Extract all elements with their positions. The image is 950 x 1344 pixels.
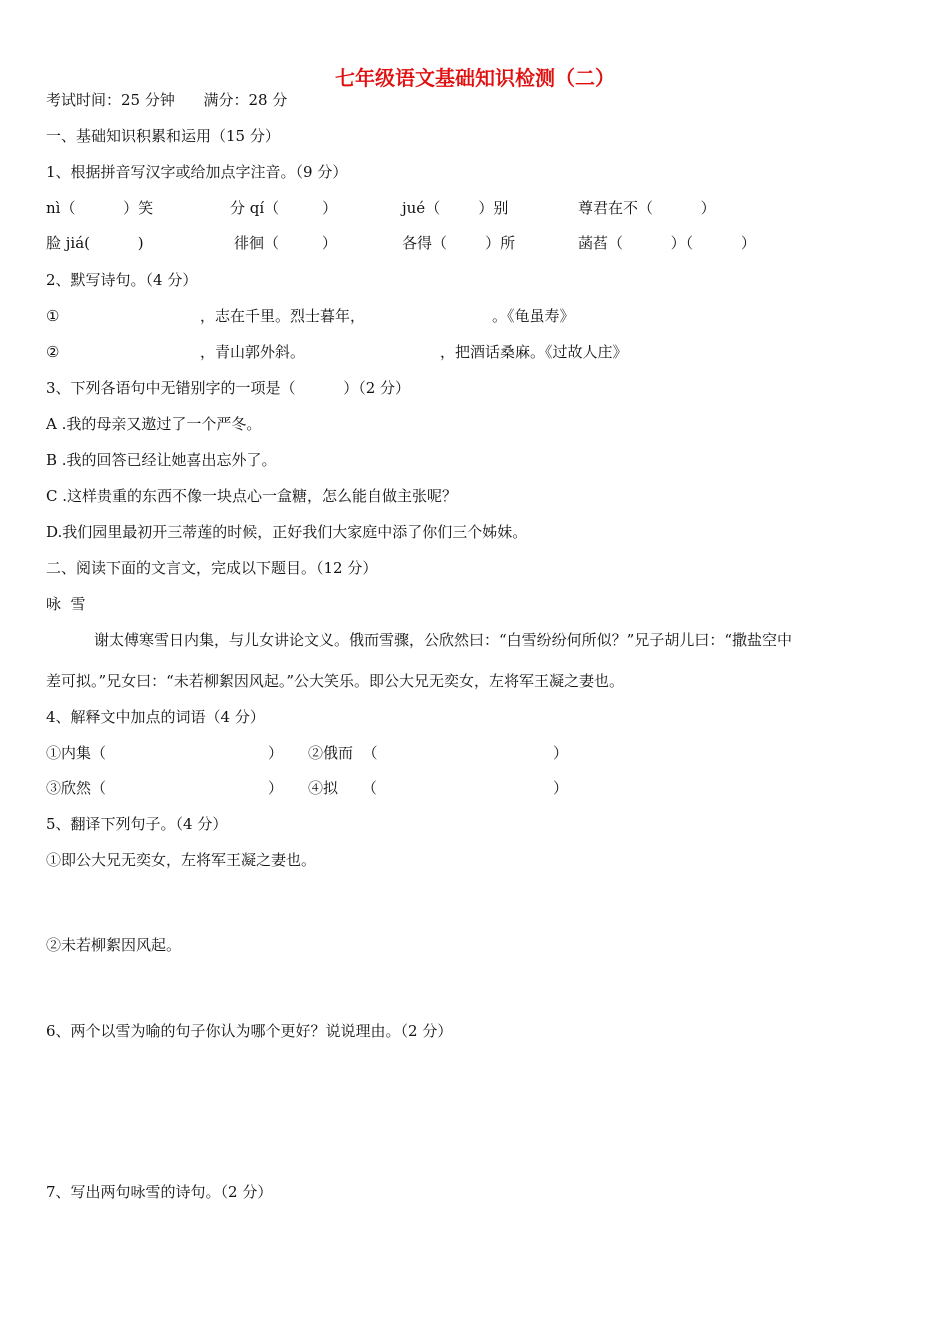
q2-line1-mid: ，志在千里。烈士暮年，	[200, 307, 366, 325]
q5-sentence-2: ②未若柳絮因风起。	[46, 936, 182, 954]
q1-prompt: 1、根据拼音写汉字或给加点字注音。（9 分）	[46, 163, 348, 181]
q4-item-close: ）	[553, 744, 569, 762]
q1-item: 尊君在不（ ）	[578, 199, 716, 217]
q3-prompt: 3、下列各语句中无错别字的一项是（ ）（2 分）	[46, 379, 411, 397]
q4-prompt: 4、解释文中加点的词语（4 分）	[46, 708, 265, 726]
q4-item-close: ）	[268, 779, 284, 797]
section1-heading: 一、基础知识积累和运用（15 分）	[46, 127, 280, 145]
page-title: 七年级语文基础知识检测（二）	[335, 66, 615, 90]
q1-item: 各得（ ）所	[402, 234, 516, 252]
q5-sentence-1: ①即公大兄无奕女，左将军王凝之妻也。	[46, 851, 317, 869]
q1-item: 菡萏（ ）（ ）	[578, 234, 756, 252]
q1-item: 徘徊（ ）	[234, 234, 337, 252]
q2-line1-end: 。《龟虽寿》	[492, 307, 575, 325]
passage-line: 谢太傅寒雪日内集，与儿女讲论文义。俄而雪骤，公欣然曰：“白雪纷纷何所似？”兄子胡儿曰：“撒盐空中	[94, 631, 793, 649]
q7-prompt: 7、写出两句咏雪的诗句。（2 分）	[46, 1183, 273, 1201]
exam-info: 考试时间：25 分钟 满分：28 分	[46, 91, 288, 109]
q4-item-label: ①内集（	[46, 744, 107, 762]
q1-item: 脸 jiá( )	[46, 234, 144, 252]
q4-item-label: ②俄而 （	[308, 744, 378, 762]
q2-prompt: 2、默写诗句。（4 分）	[46, 271, 198, 289]
q3-option-a: A .我的母亲又遨过了一个严冬。	[46, 415, 262, 433]
q4-item-label: ③欣然（	[46, 779, 107, 797]
q1-item: nì（ ）笑	[46, 199, 154, 217]
q3-option-c: C .这样贵重的东西不像一块点心一盒糖，怎么能自做主张呢？	[46, 487, 458, 505]
q2-line1-num: ①	[46, 307, 60, 325]
passage-title: 咏 雪	[46, 595, 86, 613]
q2-line2-end: ，把酒话桑麻。《过故人庄》	[440, 343, 628, 361]
q2-line2-num: ②	[46, 343, 60, 361]
q5-prompt: 5、翻译下列句子。（4 分）	[46, 815, 228, 833]
section2-heading: 二、阅读下面的文言文，完成以下题目。（12 分）	[46, 559, 378, 577]
q3-option-d: D.我们园里最初开三蒂莲的时候，正好我们大家庭中添了你们三个姊妹。	[46, 523, 528, 541]
q4-item-label: ④拟 （	[308, 779, 377, 797]
q4-item-close: ）	[553, 779, 569, 797]
q2-line2-mid: ，青山郭外斜。	[200, 343, 306, 361]
q1-item: 分 qí（ ）	[230, 199, 338, 217]
passage-line: 差可拟。”兄女曰：“未若柳絮因风起。”公大笑乐。即公大兄无奕女，左将军王凝之妻也。	[46, 672, 625, 690]
q4-item-close: ）	[268, 744, 284, 762]
q6-prompt: 6、两个以雪为喻的句子你认为哪个更好？说说理由。（2 分）	[46, 1022, 453, 1040]
q3-option-b: B .我的回答已经让她喜出忘外了。	[46, 451, 277, 469]
q1-item: jué（ ）别	[402, 199, 509, 217]
